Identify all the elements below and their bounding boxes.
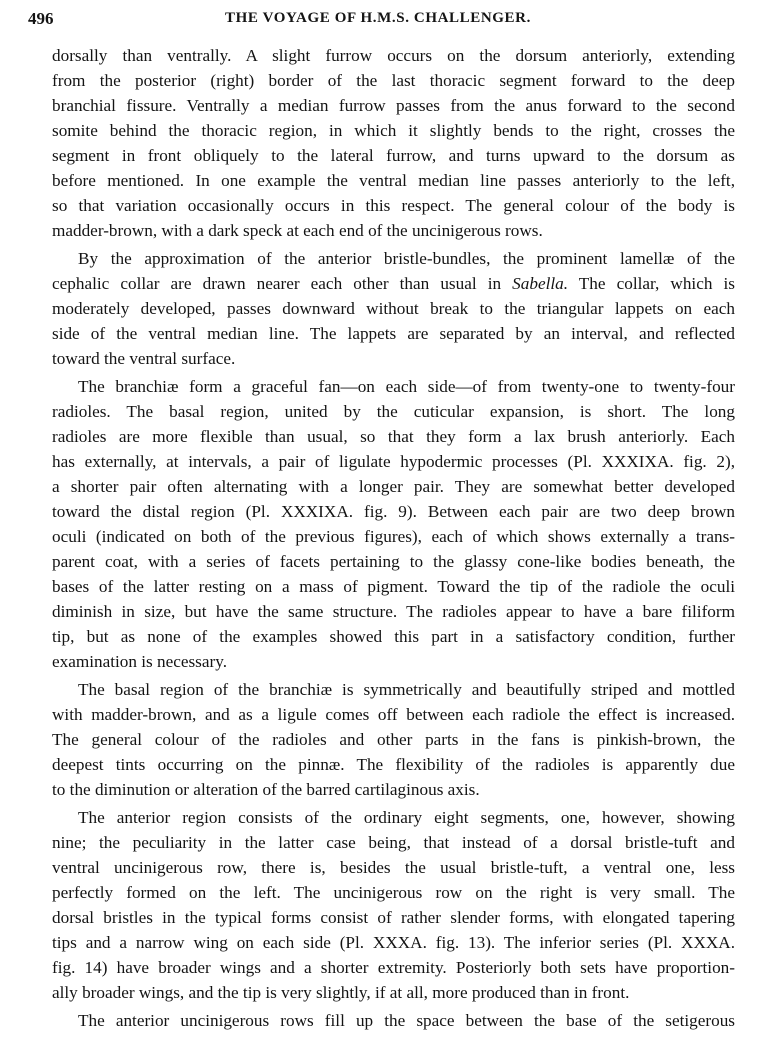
text-line: ventral uncinigerous row, there is, besides the usual bristle-tuft, a ventral one, less xyxy=(52,858,735,877)
running-title: THE VOYAGE OF H.M.S. CHALLENGER. xyxy=(225,10,531,26)
text-line: The basal region of the branchiæ is symmetrically and beautifully striped and mottled xyxy=(78,680,735,699)
text-line: perfectly formed on the left. The uncinigerous row on the right is very small. The xyxy=(52,883,735,902)
text-line: somite behind the thoracic region, in which it slightly bends to the right, crosses the xyxy=(52,121,735,140)
paragraph xyxy=(52,677,735,802)
text-line: side of the ventral median line. The lappets are separated by an interval, and reflected xyxy=(52,324,735,343)
text-line: deepest tints occurring on the pinnæ. The flexibility of the radioles is apparently due xyxy=(52,755,735,774)
text-line: The branchiæ form a graceful fan—on each side—of from twenty-one to twenty-four xyxy=(78,377,735,396)
text-line: By the approximation of the anterior bristle-bundles, the prominent lamellæ of the xyxy=(78,249,735,268)
paragraph xyxy=(52,1008,735,1033)
text-line: diminish in size, but have the same structure. The radioles appear to have a bare filiform xyxy=(52,602,735,621)
text-line: so that variation occasionally occurs in this respect. The general colour of the body is xyxy=(52,196,735,215)
text-line: bases of the latter resting on a mass of pigment. Toward the tip of the radiole the oculi xyxy=(52,577,735,596)
text-line: with madder-brown, and as a ligule comes off between each radiole the effect is increased. xyxy=(52,705,735,724)
text-line: madder-brown, with a dark speck at each end of the uncinigerous rows. xyxy=(52,221,543,240)
text-line: The general colour of the radioles and other parts in the fans is pinkish-brown, the xyxy=(52,730,735,749)
paragraph xyxy=(52,805,735,1005)
text-segment: The collar, which is xyxy=(568,274,735,293)
text-line: fig. 14) have broader wings and a shorter extremity. Posteriorly both sets have proportion- xyxy=(52,958,735,977)
text-line: toward the distal region (Pl. XXXIXA. fig. 9). Between each pair are two deep brown xyxy=(52,502,735,521)
text-segment: cephalic collar are drawn nearer each other than usual in xyxy=(52,274,513,293)
text-line: tip, but as none of the examples showed this part in a satisfactory condition, further xyxy=(52,627,735,646)
text-line: dorsal bristles in the typical forms consist of rather slender forms, with elongated tapering xyxy=(52,908,735,927)
paragraph xyxy=(52,43,735,243)
text-line: before mentioned. In one example the ventral median line passes anteriorly to the left, xyxy=(52,171,735,190)
text-line: The anterior region consists of the ordinary eight segments, one, however, showing xyxy=(78,808,735,827)
text-line: toward the ventral surface. xyxy=(52,349,236,368)
text-line: branchial fissure. Ventrally a median furrow passes from the anus forward to the second xyxy=(52,96,735,115)
text-line: tips and a narrow wing on each side (Pl. XXXA. fig. 13). The inferior series (Pl. XXXA. xyxy=(52,933,735,952)
page-header xyxy=(28,9,728,33)
text-line: examination is necessary. xyxy=(52,652,227,671)
text-line: oculi (indicated on both of the previous figures), each of which shows externally a trans- xyxy=(52,527,735,546)
text-line: radioles are more flexible than usual, so that they form a lax brush anteriorly. Each xyxy=(52,427,735,446)
text-line: segment in front obliquely to the lateral furrow, and turns upward to the dorsum as xyxy=(52,146,735,165)
text-line: dorsally than ventrally. A slight furrow occurs on the dorsum anteriorly, extending xyxy=(52,46,735,65)
paragraph xyxy=(52,374,735,674)
italic-genus-name: Sabella. xyxy=(512,274,569,293)
text-line xyxy=(52,271,735,296)
text-line: The anterior uncinigerous rows fill up the space between the base of the setigerous xyxy=(78,1011,735,1030)
text-line: radioles. The basal region, united by the cuticular expansion, is short. The long xyxy=(52,402,735,421)
text-line: parent coat, with a series of facets pertaining to the glassy cone-like bodies beneath, the xyxy=(52,552,735,571)
text-line: nine; the peculiarity in the latter case being, that instead of a dorsal bristle-tuft and xyxy=(52,833,735,852)
text-line: from the posterior (right) border of the last thoracic segment forward to the deep xyxy=(52,71,735,90)
text-line: moderately developed, passes downward without break to the triangular lappets on each xyxy=(52,299,735,318)
paragraph xyxy=(52,246,735,371)
text-line: to the diminution or alteration of the barred cartilaginous axis. xyxy=(52,780,480,799)
text-line: ally broader wings, and the tip is very slightly, if at all, more produced than in front. xyxy=(52,983,630,1002)
text-line: has externally, at intervals, a pair of ligulate hypodermic processes (Pl. XXXIXA. fig. 2), xyxy=(52,452,735,471)
page-number: 496 xyxy=(28,9,54,28)
text-line: a shorter pair often alternating with a longer pair. They are somewhat better developed xyxy=(52,477,735,496)
page-body xyxy=(52,43,735,1036)
